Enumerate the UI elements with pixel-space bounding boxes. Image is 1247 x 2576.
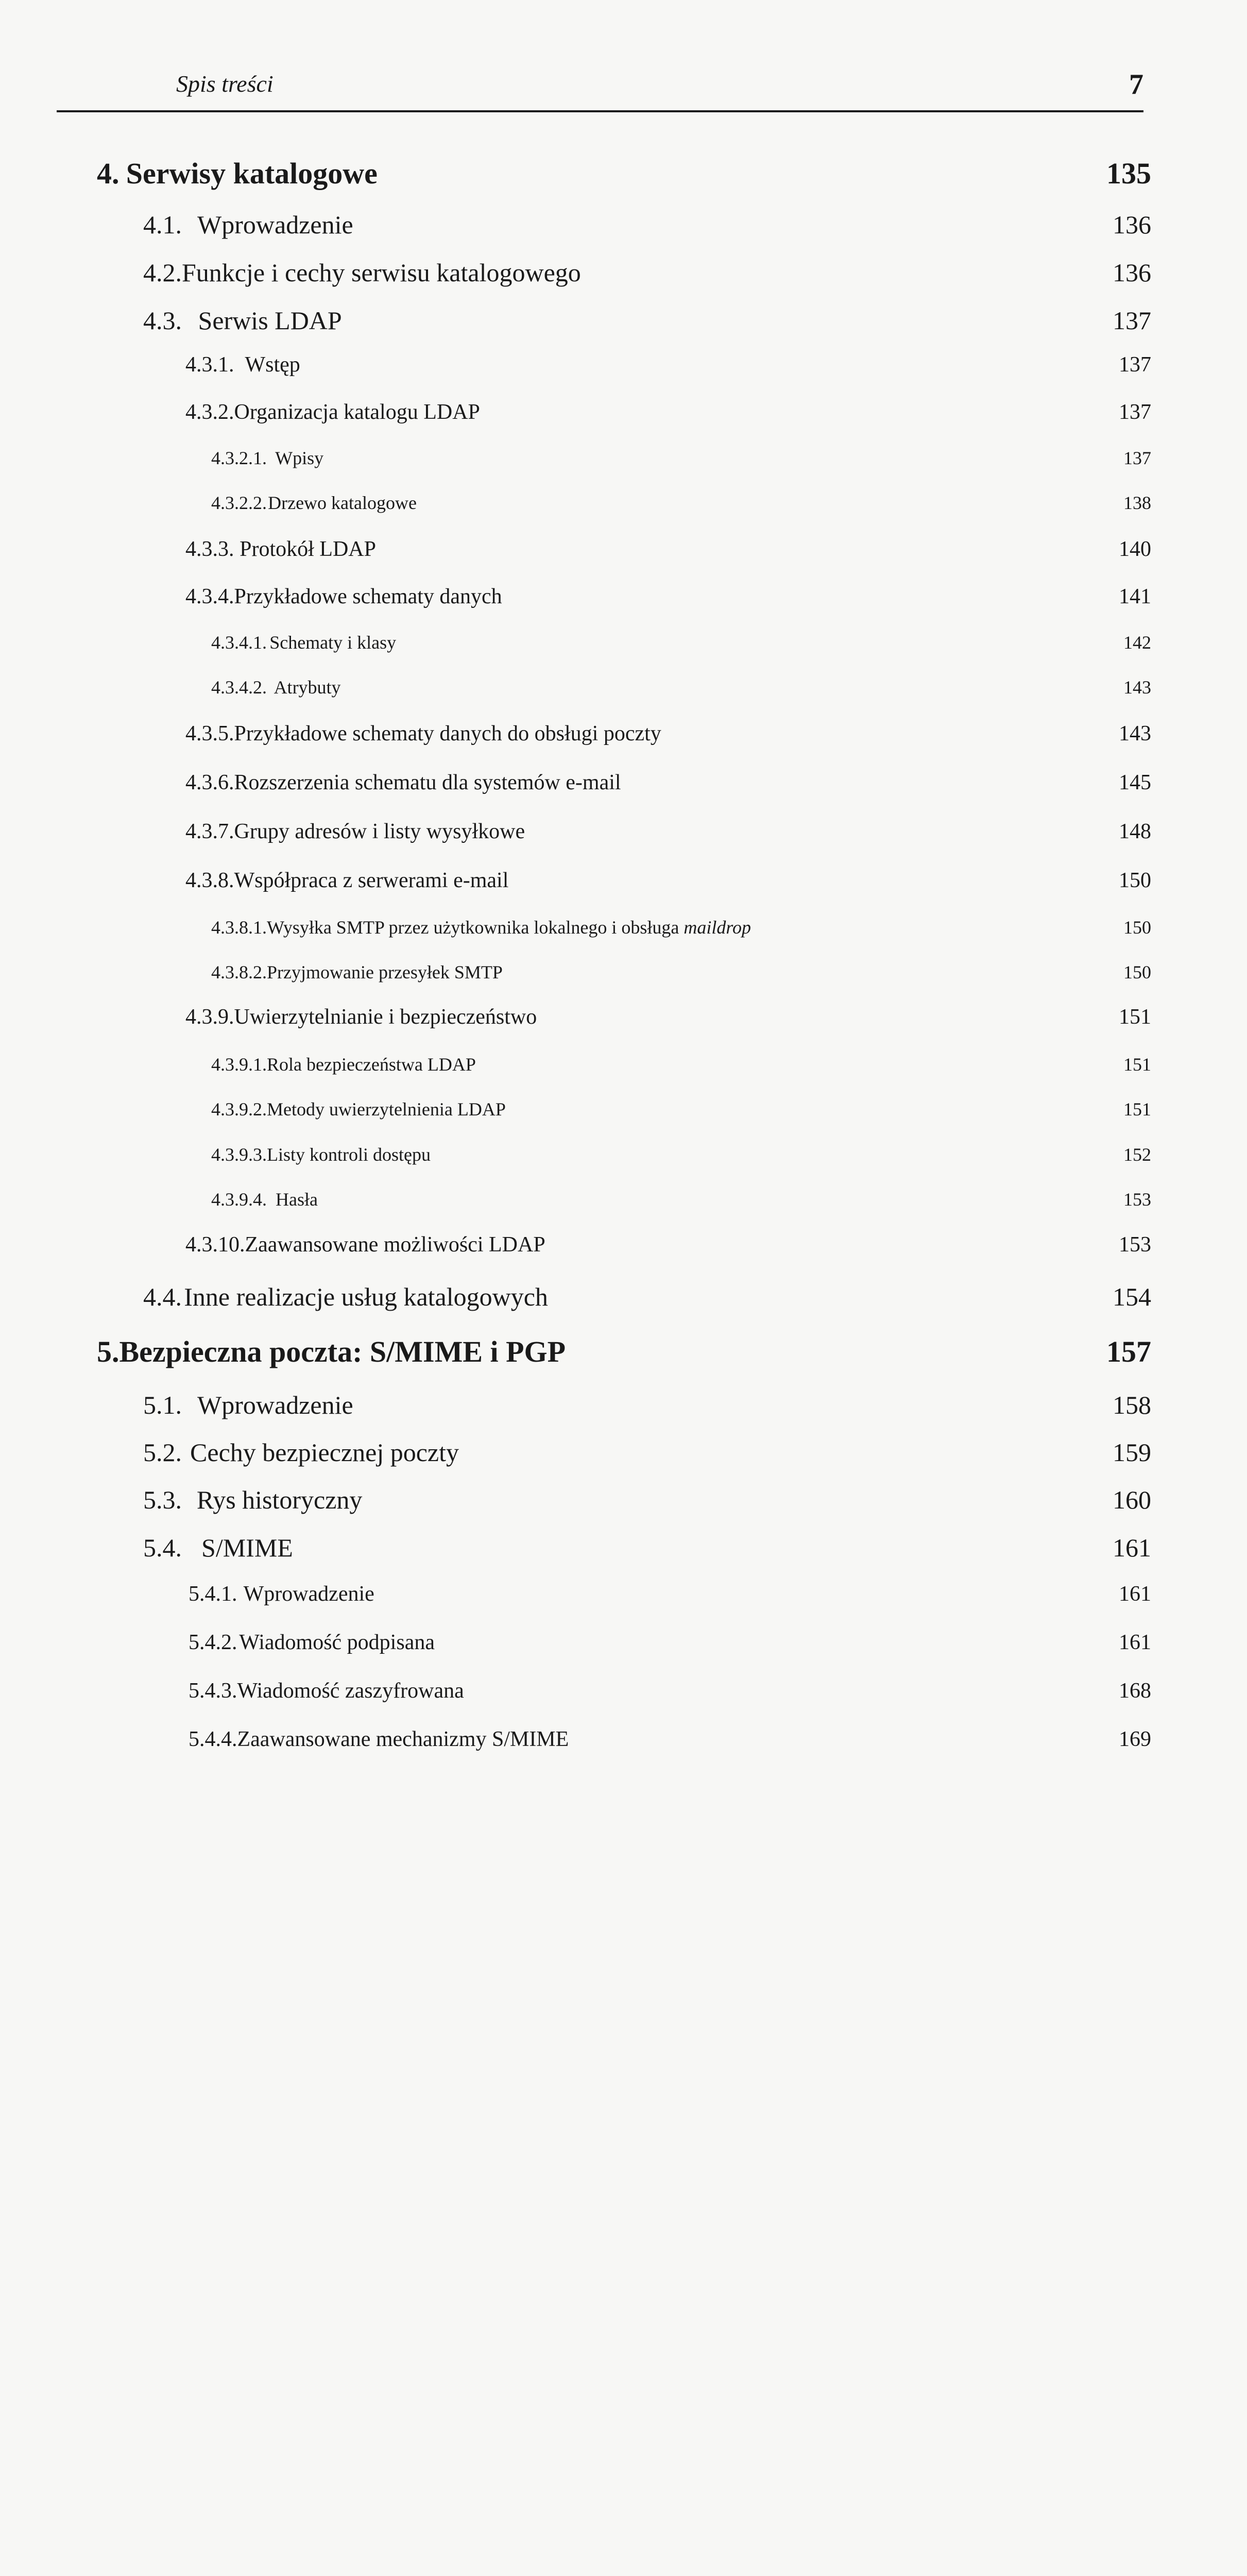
toc-title: Grupy adresów i listy wysyłkowe xyxy=(234,820,525,843)
toc-title: Zaawansowane możliwości LDAP xyxy=(245,1233,545,1257)
running-header xyxy=(57,67,1143,112)
toc-page: 160 xyxy=(1113,1485,1151,1514)
toc-title: Wstęp xyxy=(245,353,300,377)
toc-number: 4.3.8.1. xyxy=(211,917,267,938)
toc-number: 4.3.8.2. xyxy=(211,962,267,982)
toc-number: 4.3.4. xyxy=(185,585,234,608)
toc-number: 4.3.3. xyxy=(185,537,234,561)
toc-title: Zaawansowane mechanizmy S/MIME xyxy=(237,1727,569,1751)
toc-title: Rozszerzenia schematu dla systemów e-mail xyxy=(234,771,621,794)
toc-page: 143 xyxy=(1123,677,1151,698)
toc-title: Drzewo katalogowe xyxy=(268,493,417,513)
toc-number: 4.3.7. xyxy=(185,820,234,843)
toc-title: Wprowadzenie xyxy=(197,210,353,239)
toc-number: 4.3.9.4. xyxy=(211,1189,267,1210)
toc-page: 136 xyxy=(1113,258,1151,287)
toc-title: Wiadomość zaszyfrowana xyxy=(237,1679,464,1703)
toc-page: 161 xyxy=(1113,1533,1151,1562)
toc-number: 4.4. xyxy=(143,1282,182,1311)
toc-page: 168 xyxy=(1119,1679,1151,1703)
toc-page: 157 xyxy=(1106,1335,1151,1368)
toc-number: 4.3. xyxy=(143,306,182,335)
toc-number: 4.3.2. xyxy=(185,400,234,424)
toc-number: 4.3.8. xyxy=(185,869,234,892)
toc-number: 4.3.2.1. xyxy=(211,448,267,468)
toc-number: 4.3.9.2. xyxy=(211,1099,267,1120)
toc-page: 135 xyxy=(1106,157,1151,190)
toc-title: Przykładowe schematy danych xyxy=(234,585,502,608)
toc-page: 151 xyxy=(1123,1054,1151,1075)
toc-title: Hasła xyxy=(276,1189,318,1210)
toc-title: Funkcje i cechy serwisu katalogowego xyxy=(182,258,581,287)
toc-page: 136 xyxy=(1113,210,1151,239)
toc-number: 4. xyxy=(97,157,119,190)
toc-page: 140 xyxy=(1119,537,1151,561)
page-number: 7 xyxy=(1129,69,1143,100)
toc-number: 4.3.4.2. xyxy=(211,677,267,698)
toc-title: Metody uwierzytelnienia LDAP xyxy=(267,1099,506,1120)
toc-title: Atrybuty xyxy=(274,677,341,698)
toc-number: 5.1. xyxy=(143,1391,182,1419)
toc-entry-5-4-4[interactable] xyxy=(189,1727,1151,2576)
toc-number: 5.4.1. xyxy=(189,1582,237,1606)
toc-number: 4.2. xyxy=(143,258,182,287)
toc-number: 5.3. xyxy=(143,1485,182,1514)
toc-title-italic: maildrop xyxy=(684,917,751,938)
toc-page: 158 xyxy=(1113,1391,1151,1419)
toc-title: Przykładowe schematy danych do obsługi poczty xyxy=(234,722,661,745)
toc-number: 4.3.10. xyxy=(185,1233,245,1257)
toc-title: Rys historyczny xyxy=(196,1485,363,1514)
toc-page: 148 xyxy=(1119,820,1151,843)
toc-number: 5.4.3. xyxy=(189,1679,237,1703)
toc-page: 137 xyxy=(1119,400,1151,424)
toc-page: 153 xyxy=(1123,1189,1151,1210)
toc-number: 5.4.4. xyxy=(189,1727,237,1751)
toc-title: Współpraca z serwerami e-mail xyxy=(234,869,509,892)
toc-number: 4.3.5. xyxy=(185,722,234,745)
toc-title: Inne realizacje usług katalogowych xyxy=(184,1282,548,1311)
toc-page: 137 xyxy=(1119,353,1151,377)
toc-title: Uwierzytelnianie i bezpieczeństwo xyxy=(234,1005,537,1029)
toc-page: 137 xyxy=(1123,448,1151,468)
toc-page: 141 xyxy=(1119,585,1151,608)
toc-page: 153 xyxy=(1119,1233,1151,1257)
toc-number: 4.1. xyxy=(143,210,182,239)
toc-page: 154 xyxy=(1113,1282,1151,1311)
toc-page: 137 xyxy=(1113,306,1151,335)
toc-title: Wiadomość podpisana xyxy=(239,1631,435,1654)
toc-number: 4.3.6. xyxy=(185,771,234,794)
toc-page: 161 xyxy=(1119,1631,1151,1654)
toc-title xyxy=(267,917,751,938)
toc-page: 150 xyxy=(1119,869,1151,892)
toc-number: 4.3.1. xyxy=(185,353,234,377)
toc-title: Wprowadzenie xyxy=(197,1391,353,1419)
toc-page: 161 xyxy=(1119,1582,1151,1606)
toc-title: Organizacja katalogu LDAP xyxy=(234,400,480,424)
toc-number: 4.3.9.1. xyxy=(211,1054,267,1075)
toc-number: 4.3.4.1. xyxy=(211,632,267,653)
toc-number: 5.4.2. xyxy=(189,1631,237,1654)
toc-title: Cechy bezpiecznej poczty xyxy=(190,1438,459,1467)
toc-title: Wpisy xyxy=(275,448,324,468)
toc-number: 5. xyxy=(97,1335,119,1368)
toc-title: Rola bezpieczeństwa LDAP xyxy=(267,1054,476,1075)
toc-number: 4.3.2.2. xyxy=(211,493,267,513)
toc-title: Listy kontroli dostępu xyxy=(267,1144,431,1165)
toc-page: 151 xyxy=(1123,1099,1151,1120)
toc-title-text: Wysyłka SMTP przez użytkownika lokalnego i obsługa xyxy=(267,917,679,938)
toc-title: Protokół LDAP xyxy=(240,537,376,561)
toc-number: 4.3.9.3. xyxy=(211,1144,267,1165)
toc-number: 4.3.9. xyxy=(185,1005,234,1029)
toc-number: 5.2. xyxy=(143,1438,182,1467)
toc-title: S/MIME xyxy=(201,1533,293,1562)
toc-title: Serwis LDAP xyxy=(198,306,342,335)
toc-title: Bezpieczna poczta: S/MIME i PGP xyxy=(119,1335,566,1368)
toc-page: 138 xyxy=(1123,493,1151,513)
toc-page: 151 xyxy=(1119,1005,1151,1029)
toc-page: 150 xyxy=(1123,917,1151,938)
toc-title: Wprowadzenie xyxy=(243,1582,374,1606)
toc-page: 143 xyxy=(1119,722,1151,745)
toc-page: 150 xyxy=(1123,962,1151,982)
toc-title: Schematy i klasy xyxy=(269,632,397,653)
toc-title: Przyjmowanie przesyłek SMTP xyxy=(267,962,503,982)
toc-page: 159 xyxy=(1113,1438,1151,1467)
toc-page: 169 xyxy=(1119,1727,1151,1751)
toc-page: 152 xyxy=(1123,1144,1151,1165)
toc-title: Serwisy katalogowe xyxy=(126,157,378,190)
toc-page: 142 xyxy=(1123,632,1151,653)
running-header-title: Spis treści xyxy=(176,71,274,97)
toc-number: 5.4. xyxy=(143,1533,182,1562)
toc-page: 145 xyxy=(1119,771,1151,794)
